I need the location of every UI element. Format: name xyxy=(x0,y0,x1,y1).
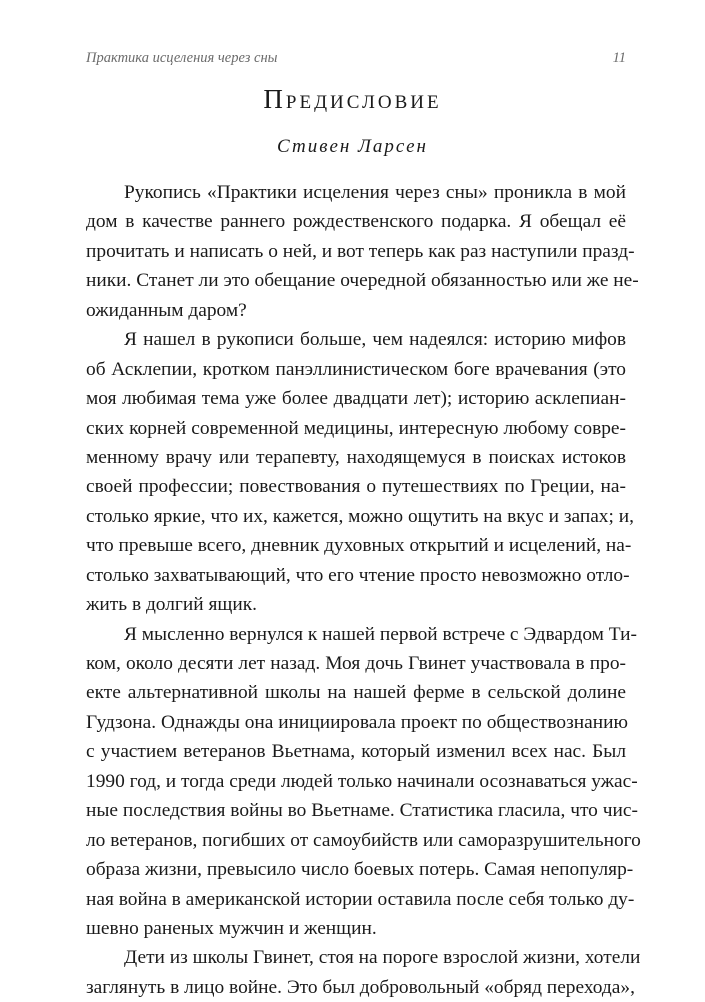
text-line: 1990 год, и тогда среди людей только начинали осознаваться ужас- xyxy=(86,770,638,792)
text-line: ло ветеранов, погибших от самоубийств или саморазрушительного xyxy=(86,829,641,851)
text-line: своей профессии; повествования о путешествиях по Греции, на- xyxy=(86,476,626,498)
text-line: ожиданным даром? xyxy=(86,299,247,321)
text-line: ная война в американской истории оставила после себя только ду- xyxy=(86,888,635,910)
text-line: Гудзона. Однажды она инициировала проект по обществознанию xyxy=(86,711,628,733)
text-line: что превыше всего, дневник духовных открытий и исцелений, на- xyxy=(86,535,632,557)
text-line: екте альтернативной школы на нашей ферме в сельской долине xyxy=(86,682,626,704)
paragraph xyxy=(86,620,641,944)
chapter-author: Стивен Ларсен xyxy=(277,136,428,157)
text-line: с участием ветеранов Вьетнама, который изменил всех нас. Был xyxy=(86,741,626,763)
text-line: жить в долгий ящик. xyxy=(86,594,257,616)
paragraph xyxy=(86,943,641,1002)
text-line: столько захватывающий, что его чтение просто невозможно отло- xyxy=(86,564,630,586)
body-text xyxy=(86,178,641,1002)
text-line: заглянуть в лицо войне. Это был добровольный «обряд перехода», xyxy=(86,976,635,998)
text-line: дом в качестве раннего рождественского подарка. Я обещал её xyxy=(86,211,626,233)
paragraph xyxy=(86,325,634,619)
text-line: ники. Станет ли это обещание очередной обязанностью или же не- xyxy=(86,270,639,292)
paragraph xyxy=(86,178,639,325)
running-head: Практика исцеления через сны xyxy=(86,50,278,66)
text-line: Я нашел в рукописи больше, чем надеялся: историю мифов xyxy=(124,329,626,351)
chapter-title: Предисловие xyxy=(263,84,442,114)
text-line: Дети из школы Гвинет, стоя на пороге взрослой жизни, хотели xyxy=(124,947,641,969)
text-line: ком, около десяти лет назад. Моя дочь Гвинет участвовала в про- xyxy=(86,653,626,674)
text-line: ских корней современной медицины, интересную любому совре- xyxy=(86,417,626,439)
text-line: Я мысленно вернулся к нашей первой встрече с Эдвардом Ти- xyxy=(124,623,637,645)
text-line: прочитать и написать о ней, и вот теперь как раз наступили празд- xyxy=(86,240,635,262)
text-line: шевно раненых мужчин и женщин. xyxy=(86,917,377,939)
text-line: об Асклепии, кротком панэллинистическом боге врачевания (это xyxy=(86,358,626,380)
text-line: моя любимая тема уже более двадцати лет); историю асклепиан- xyxy=(86,388,626,410)
text-line: образа жизни, превысило число боевых потерь. Самая непопуляр- xyxy=(86,859,634,881)
text-line: Рукопись «Практики исцеления через сны» проникла в мой xyxy=(124,182,626,203)
page-number: 11 xyxy=(612,50,626,66)
text-line: ные последствия войны во Вьетнаме. Статистика гласила, что чис- xyxy=(86,800,638,822)
text-line: столько яркие, что их, кажется, можно ощутить на вкус и запах; и, xyxy=(86,505,634,527)
text-line: менному врачу или терапевту, находящемуся в поисках истоков xyxy=(86,446,626,468)
